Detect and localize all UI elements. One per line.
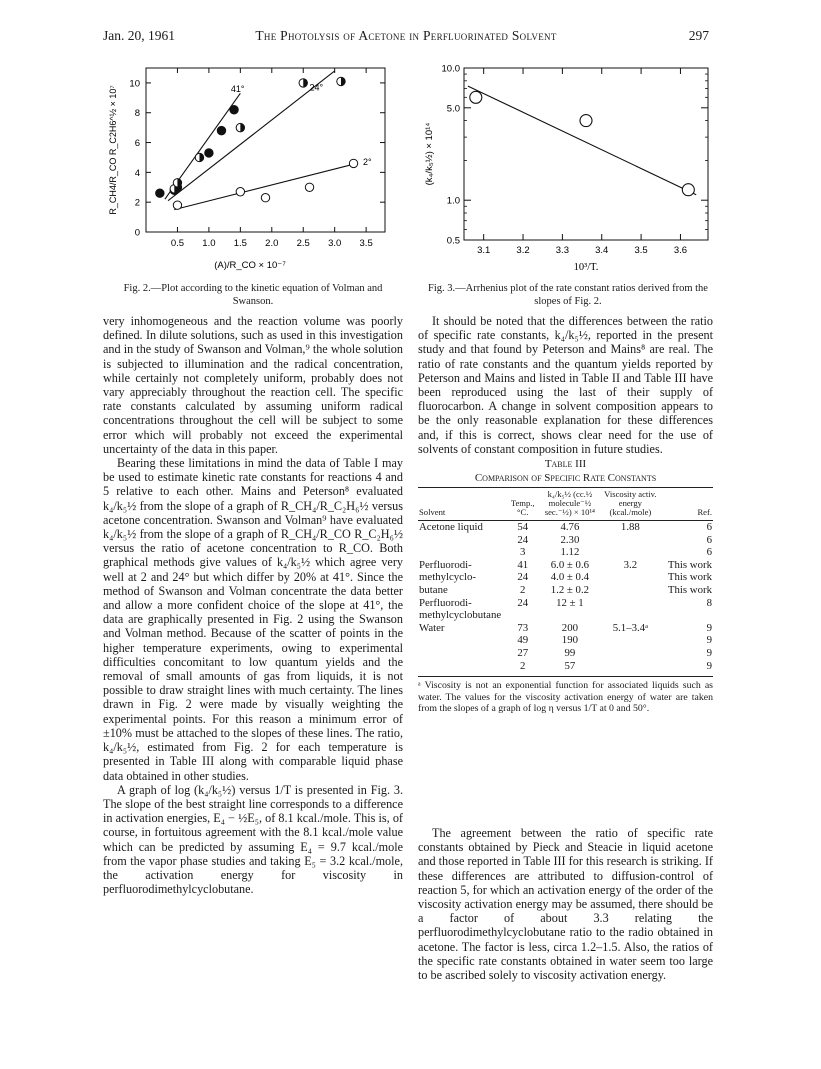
cell-ref: 9 [706, 646, 712, 659]
cell-viscosity [601, 546, 660, 559]
fig2-x-tick-label: 2.0 [265, 238, 279, 249]
col-ref: Ref. [660, 488, 713, 521]
cell-solvent [418, 634, 507, 647]
cell-ref: 6 [706, 521, 712, 533]
cell-ratio: 4.76 [560, 521, 580, 533]
cell-ratio: 6.0 ± 0.6 [550, 558, 590, 571]
cell-temp: 24 [517, 533, 529, 546]
cell-viscosity [601, 660, 660, 673]
fig2-line-label: 24° [309, 82, 324, 93]
fig2-data-point [305, 183, 313, 191]
header-title: The Photolysis of Acetone in Perfluorinated Solvent [255, 28, 557, 43]
figure-3 [418, 60, 718, 282]
right-paragraph-2: The agreement between the ratio of specific rate constants obtained by Pieck and Steacie in liquid acetone and those reported in Table III for this research is striking. If these differences are attributed to diffusion-control of reaction 5, for which an activation energy of the order of the viscosity activation energy may be assumed, there should be a factor of about 3.3 relating the perfluorodimethylcyclobutane ratio to the radio obtained in acetone. The factor is less, circa 1.2–1.5. Also, the ratios of the specific rate constants obtained in water seem too large to be ascribed solely to viscosity activation energy. [418, 826, 713, 983]
fig3-plot-frame [464, 68, 708, 240]
fig3-data-point [580, 115, 592, 127]
col-temp: Temp., °C. [507, 488, 539, 521]
cell-ratio [539, 609, 601, 622]
table-3-header-row [418, 488, 713, 521]
fig2-data-point [173, 201, 181, 209]
cell-ref: 9 [706, 634, 712, 647]
fig2-data-point [217, 126, 225, 134]
fig3-y-tick-label: 1.0 [446, 195, 460, 207]
cell-ref: 6 [706, 533, 712, 546]
cell-viscosity [601, 609, 660, 622]
table-3-footnote: ᵃ Viscosity is not an exponential function for associated liquids such as water. The values for the viscosity activation energy of water are taken from the slopes of a graph of log η versus 1/T at 0 and 50°. [418, 676, 713, 714]
cell-solvent: butane [419, 583, 448, 596]
table-3-title: Table III [544, 458, 587, 470]
cell-ref: This work [667, 558, 712, 571]
fig2-x-tick-label: 1.0 [202, 238, 216, 249]
cell-viscosity [601, 597, 660, 610]
fig2-y-tick-label: 8 [134, 108, 140, 120]
page-number: 297 [688, 28, 709, 43]
col-ratio: k₄/k₅½ (cc.½ molecule⁻½ sec.⁻½) × 10¹⁴ [539, 488, 601, 521]
cell-ratio: 1.12 [560, 546, 580, 559]
cell-ref: 8 [706, 596, 712, 609]
cell-temp: 2 [520, 583, 526, 596]
cell-ratio: 1.2 ± 0.2 [550, 583, 590, 596]
table-row [418, 534, 713, 547]
cell-solvent: Perfluorodi- [419, 596, 472, 609]
fig3-x-tick-label: 3.6 [673, 245, 688, 256]
col-solvent: Solvent [418, 488, 507, 521]
cell-viscosity [601, 584, 660, 597]
fig2-x-tick-label: 0.5 [170, 238, 185, 249]
fig3-data-point [470, 91, 482, 103]
fig3-y-tick-label: 0.5 [446, 235, 460, 247]
fig2-data-point [230, 106, 238, 114]
cell-ref: 6 [706, 546, 712, 559]
running-head [103, 28, 709, 46]
table-3 [418, 458, 713, 714]
cell-solvent: methylcyclobutane [419, 609, 502, 622]
fig2-y-axis-label: R_CH4/R_CO R_C2H6^½ × 10⁷ [108, 85, 118, 215]
cell-viscosity [601, 534, 660, 547]
fig3-y-tick-label: 10.0 [441, 63, 460, 75]
fig2-data-point [156, 189, 164, 197]
fig2-x-tick-label: 3.0 [328, 238, 342, 249]
fig2-data-point [299, 79, 307, 87]
figure-3-chart [418, 60, 718, 282]
fig3-fit-line [468, 86, 696, 195]
fig2-line-label: 2° [362, 156, 372, 167]
figure-2-caption: Fig. 2.—Plot according to the kinetic equation of Volman and Swanson. [123, 283, 383, 307]
cell-temp: 24 [517, 596, 529, 609]
figure-2-chart [100, 60, 400, 280]
fig3-y-axis-label: (k₄/k₅½) × 10¹⁴ [424, 122, 435, 186]
right-paragraph-1: It should be noted that the differences between the ratio of specific rate constants, k₄/k₅½, reported in the present study and that found by Peterson and Mains⁸ are real. The ratio of rate constants and the quantum yields reported by Peterson and Mains and listed in Table II and Table III have been reproduced using the last of their supply of fluorocarbon. A change in solvent composition appears to be the only reasonable explanation for these differences and, if this is correct, shows clear need for the use of solvents of constant composition in future studies. [418, 314, 713, 456]
right-column-bottom [418, 826, 713, 982]
cell-viscosity: 1.88 [620, 521, 640, 533]
cell-temp [507, 609, 539, 622]
cell-temp: 73 [517, 621, 529, 634]
table-3-grid [418, 487, 713, 672]
fig2-y-tick-label: 10 [129, 78, 140, 90]
table-row [418, 609, 713, 622]
cell-temp: 24 [517, 571, 529, 584]
header-date: Jan. 20, 1961 [103, 28, 175, 43]
table-row [418, 634, 713, 647]
table-row [418, 584, 713, 597]
fig2-x-tick-label: 2.5 [296, 238, 310, 249]
table-row [418, 559, 713, 572]
fig3-x-tick-label: 3.1 [477, 245, 491, 256]
fig3-x-tick-label: 3.4 [595, 245, 609, 256]
fig3-x-tick-label: 3.2 [516, 245, 530, 256]
cell-temp: 3 [520, 546, 526, 559]
fig2-data-point [205, 149, 213, 157]
cell-solvent [418, 660, 507, 673]
fig2-data-point [236, 123, 244, 131]
cell-ratio: 200 [561, 621, 578, 634]
fig2-y-tick-label: 0 [134, 227, 140, 239]
cell-ratio: 12 ± 1 [556, 596, 584, 609]
fig2-x-tick-label: 1.5 [233, 238, 247, 249]
fig3-x-axis-label: 10³/T. [573, 262, 599, 273]
fig2-data-point [173, 179, 181, 187]
fig3-data-point [682, 184, 694, 196]
cell-ratio: 99 [564, 646, 576, 659]
fig2-data-point [349, 159, 357, 167]
cell-ref: 9 [706, 621, 712, 634]
fig2-y-tick-label: 2 [134, 197, 140, 209]
cell-solvent [418, 647, 507, 660]
figure-2 [100, 60, 400, 280]
table-row [418, 660, 713, 673]
left-column [103, 314, 403, 896]
left-paragraph-1: very inhomogeneous and the reaction volume was poorly defined. In dilute solutions, such as used in this investigation and in the study of Swanson and Volman,⁹ the whole solution is subjected to illumination and the radical concentration, while certainly not completely uniform, probably does not vary appreciably throughout the reaction cell. The specific rate constants calculated by assuming uniform radical concentrations throughout the cell will be subject to some error which will probably not exceed the experimental uncertainty of the data in this paper. [103, 314, 403, 456]
right-column-top [418, 314, 713, 456]
cell-solvent: Acetone liquid [419, 521, 483, 533]
cell-ref: 9 [706, 659, 712, 672]
left-paragraph-2: Bearing these limitations in mind the data of Table I may be used to estimate kinetic rate constants for reactions 4 and 5 relative to each other. Mains and Peterson⁸ evaluated k₄/k₅½ from the slope of a graph of R_CH₄/R_C₂H₆½ versus acetone concentration. Swanson and Volman⁹ have evaluated k₄/k₅½ from the slope of a graph of R_CH₄/R_CO R_C₂H₆½ versus the ratio of acetone concentration to R_CO. Both graphical methods give values of k₄/k₅½ which agree very well at 2 and 24° but which differ by 20% at 41°. Since the method of Swanson and Volman concentrate the data better and allow a more confident choice of the slope at 41°, the data are graphically presented in Fig. 2 using the Swanson and Volman method. Because of the scatter of points in the higher temperature experiments, owing to experimental difficulties concomitant to low quantum yields and the removal of small amounts of gas from liquids, it is not possible to draw straight lines with much certainty. The lines drawn in Fig. 2 were made by visually weighting the experimental points. For this reason a minimum error of ±10% must be attached to the slopes of these lines. The ratio, k₄/k₅½, estimated from Fig. 2 for each temperature is presented in Table III along with comparable liquid phase data obtained in other studies. [103, 456, 403, 783]
table-row [418, 597, 713, 610]
cell-temp: 54 [517, 521, 529, 533]
fig3-x-tick-label: 3.3 [555, 245, 569, 256]
cell-solvent [418, 534, 507, 547]
fig2-data-point [261, 194, 269, 202]
table-row [418, 647, 713, 660]
table-row [418, 546, 713, 559]
cell-ratio: 57 [564, 659, 576, 672]
cell-ref: This work [667, 571, 712, 584]
cell-viscosity [601, 647, 660, 660]
cell-solvent: Water [419, 621, 445, 634]
fig2-data-point [236, 188, 244, 196]
cell-ratio: 190 [561, 634, 578, 647]
fig2-line-label: 41° [230, 83, 245, 94]
cell-ratio: 4.0 ± 0.4 [550, 571, 590, 584]
cell-solvent [418, 546, 507, 559]
cell-temp: 41 [517, 558, 529, 571]
figure-3-caption: Fig. 3.—Arrhenius plot of the rate constant ratios derived from the slopes of Fig. 2. [428, 283, 708, 307]
cell-ref: This work [667, 583, 712, 596]
fig2-data-point [337, 77, 345, 85]
cell-viscosity [601, 634, 660, 647]
cell-viscosity [601, 571, 660, 584]
cell-viscosity: 5.1–3.4ᵃ [612, 621, 649, 634]
cell-temp: 27 [517, 646, 529, 659]
fig2-y-tick-label: 6 [134, 138, 140, 150]
table-row [418, 521, 713, 534]
cell-solvent: Perfluorodi- [419, 558, 472, 571]
fig3-x-tick-label: 3.5 [634, 245, 648, 256]
fig2-x-tick-label: 3.5 [359, 238, 373, 249]
cell-viscosity: 3.2 [623, 558, 638, 571]
cell-temp: 49 [517, 634, 529, 647]
table-row [418, 571, 713, 584]
fig3-y-tick-label: 5.0 [446, 103, 460, 115]
cell-temp: 2 [520, 659, 526, 672]
cell-ratio: 2.30 [560, 533, 580, 546]
cell-solvent: methylcyclo- [419, 571, 476, 584]
fig2-fit-line [174, 163, 356, 209]
fig2-x-axis-label: (A)/R_CO × 10⁻⁷ [214, 260, 286, 271]
fig2-y-tick-label: 4 [134, 167, 140, 179]
table-3-subtitle: Comparison of Specific Rate Constants [474, 472, 657, 484]
left-paragraph-3: A graph of log (k₄/k₅½) versus 1/T is presented in Fig. 3. The slope of the best straight line corresponds to a difference in activation energies, E₄ − ½E₅, of 8.1 kcal./mole. This is, of course, in fortuitous agreement with the 8.1 kcal./mole value which can be predicted by assuming E₄ = 9.7 kcal./mole from the vapor phase studies and taking E₅ = 3.2 kcal./mole, the activation energy for viscosity in perfluorodimethylcyclobutane. [103, 782, 403, 897]
col-viscosity: Viscosity activ. energy (kcal./mole) [601, 488, 660, 521]
table-row [418, 622, 713, 635]
fig2-data-point [195, 153, 203, 161]
cell-ref [660, 609, 713, 622]
